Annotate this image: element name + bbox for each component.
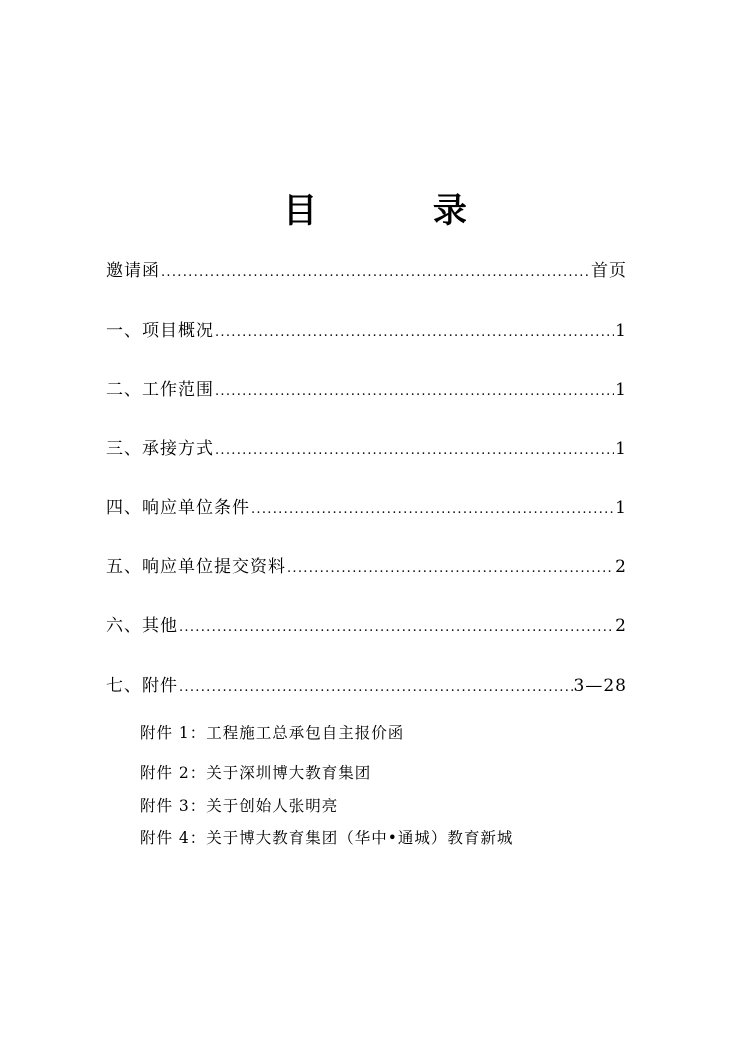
toc-dot-leader xyxy=(287,556,614,582)
toc-entry-label: 六、其他 xyxy=(106,616,178,636)
toc-dot-leader xyxy=(215,438,614,464)
toc-dot-leader xyxy=(179,675,573,701)
toc-entry xyxy=(106,318,627,344)
toc-dot-leader xyxy=(215,379,614,405)
toc-entry-label: 五、响应单位提交资料 xyxy=(106,557,286,577)
toc-entry-page: 1 xyxy=(615,498,627,518)
attachment-item: 附件 3：关于创始人张明亮 xyxy=(140,797,339,815)
toc-dot-leader xyxy=(161,260,590,286)
toc-entry-label: 二、工作范围 xyxy=(106,380,214,400)
toc-entry-page: 2 xyxy=(615,557,627,577)
toc-dot-leader xyxy=(251,497,614,523)
toc-dot-leader xyxy=(179,615,614,641)
attachment-item: 附件 2：关于深圳博大教育集团 xyxy=(140,764,372,782)
toc-entry-label: 四、响应单位条件 xyxy=(106,498,250,518)
toc-entry-label: 七、附件 xyxy=(106,676,178,696)
toc-entry-label: 三、承接方式 xyxy=(106,439,214,459)
toc-entry xyxy=(106,495,627,521)
toc-entry xyxy=(106,613,627,639)
toc-entry xyxy=(106,554,627,580)
attachment-item: 附件 4：关于博大教育集团（华中•通城）教育新城 xyxy=(140,829,514,847)
toc-entry-page: 1 xyxy=(615,380,627,400)
toc-entry xyxy=(106,377,627,403)
toc-entry xyxy=(106,673,627,699)
toc-entry-page: 2 xyxy=(615,616,627,636)
toc-entry xyxy=(106,436,627,462)
toc-entry-page: 1 xyxy=(615,321,627,341)
toc-entry-page: 1 xyxy=(615,439,627,459)
toc-entry-label: 一、项目概况 xyxy=(106,321,214,341)
toc-dot-leader xyxy=(215,320,614,346)
attachment-item: 附件 1：工程施工总承包自主报价函 xyxy=(140,724,405,742)
page-title: 目 录 xyxy=(283,191,519,231)
toc-entry xyxy=(106,258,627,284)
toc-entry-page: 3—28 xyxy=(573,676,627,696)
toc-entry-label: 邀请函 xyxy=(106,261,160,281)
toc-entry-page: 首页 xyxy=(591,261,627,281)
